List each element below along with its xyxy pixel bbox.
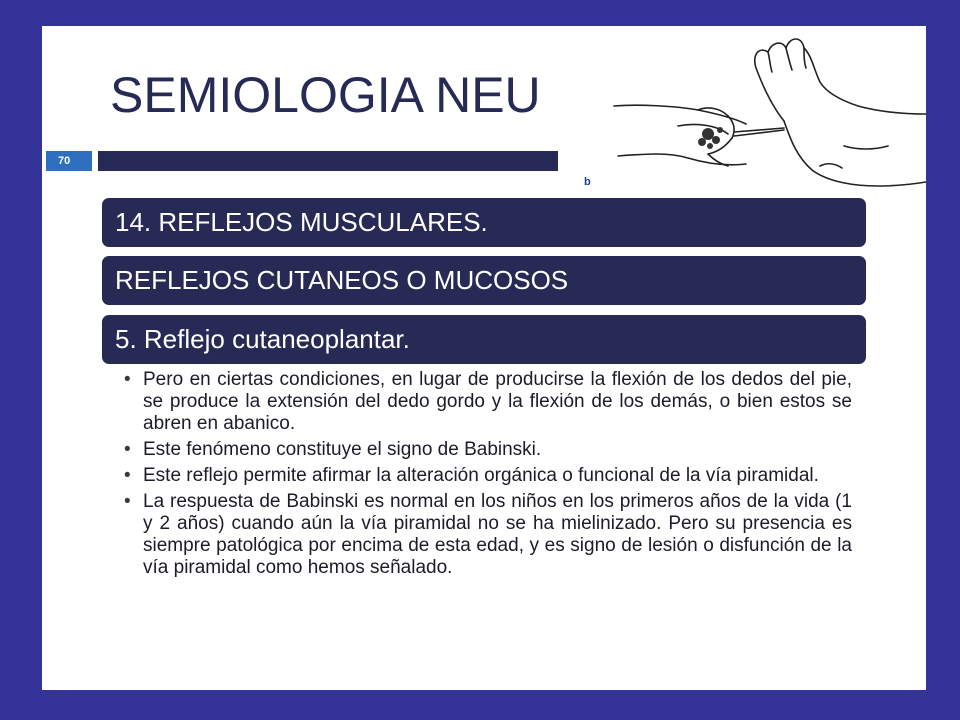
- slide-number: 70: [46, 151, 92, 171]
- foot-drawing-icon: [558, 26, 926, 211]
- section-header-reflejo-cutaneoplantar: 5. Reflejo cutaneoplantar.: [102, 315, 866, 364]
- bullet-item: • Este fenómeno constituye el signo de Babinski.: [124, 439, 852, 461]
- bullet-item: • La respuesta de Babinski es normal en los niños en los primeros años de la vida (1 y 2 años) cuando aún la vía piramidal no se ha mielinizado. Pero su presencia es siempre patológica por encima de esta edad, y es signo de lesión o disfunción de la vía piramidal como hemos señalado.: [124, 491, 852, 579]
- bullet-item: • Este reflejo permite afirmar la alteración orgánica o funcional de la vía piramidal.: [124, 465, 852, 487]
- slide: [42, 26, 926, 690]
- figure-label: b: [584, 176, 591, 188]
- section-header-reflejos-cutaneos: REFLEJOS CUTANEOS O MUCOSOS: [102, 256, 866, 305]
- babinski-foot-illustration: [558, 26, 926, 211]
- slide-title: SEMIOLOGIA NEU: [110, 67, 541, 123]
- bullet-list: [124, 369, 852, 583]
- bullet-item: • Pero en ciertas condiciones, en lugar de producirse la flexión de los dedos del pie, se produce la extensión del dedo gordo y la flexión de los demás, o bien estos se abren en abanico.: [124, 369, 852, 435]
- title-underline-bar: [98, 151, 568, 171]
- section-header-reflejos-musculares: 14. REFLEJOS MUSCULARES.: [102, 198, 866, 247]
